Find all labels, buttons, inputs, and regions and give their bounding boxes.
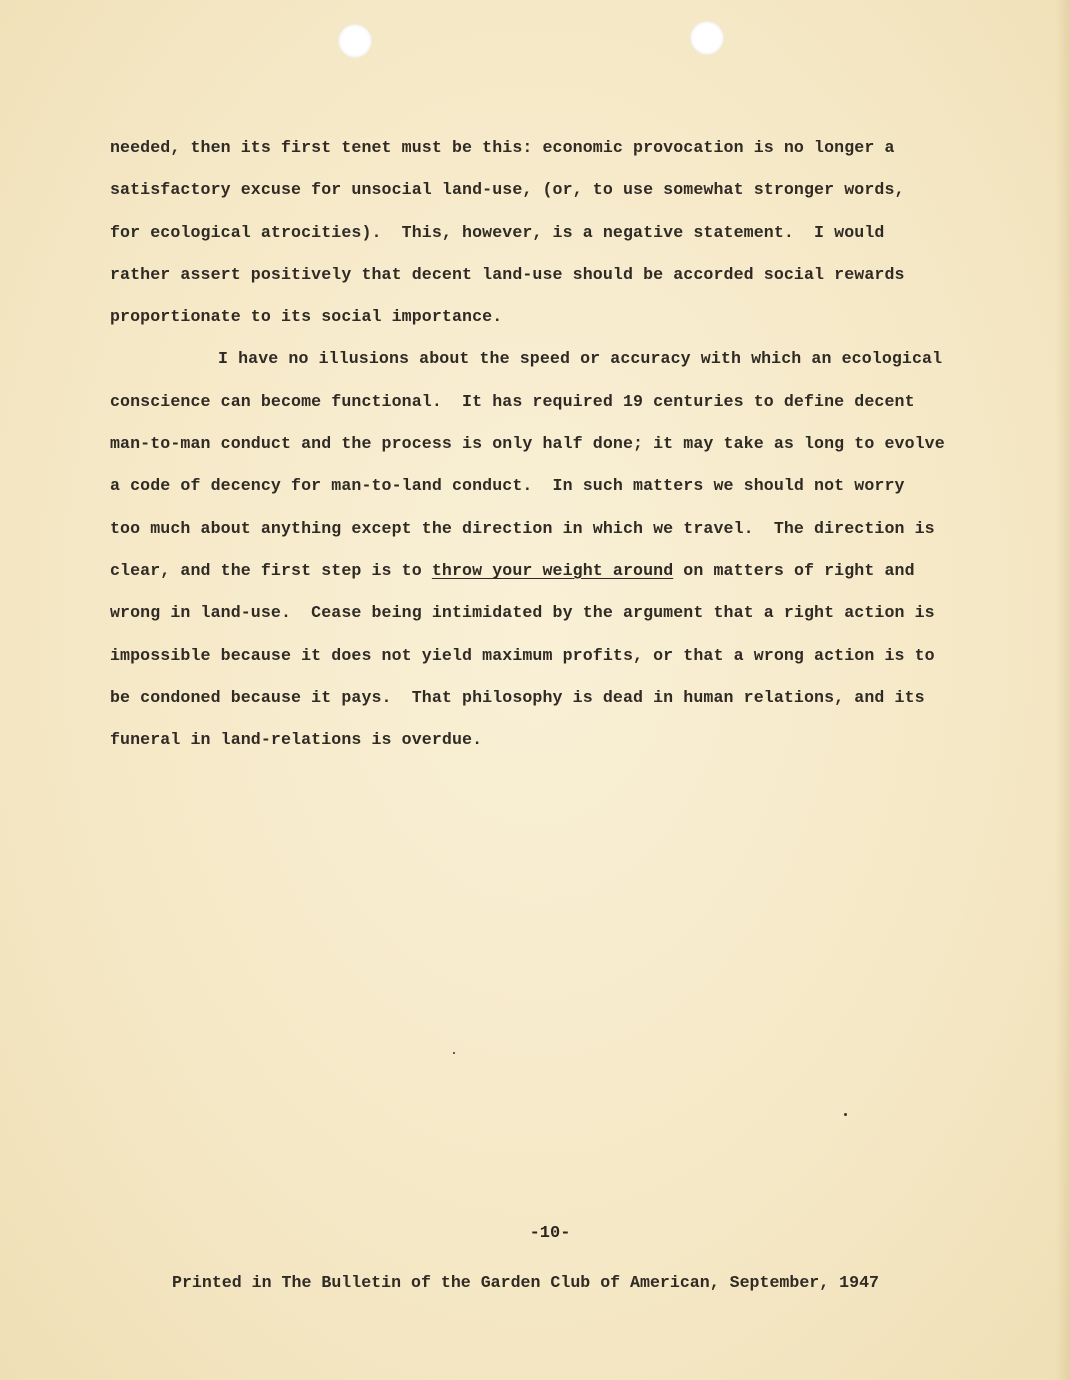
publication-note: Printed in The Bulletin of the Garden Club of American, September, 1947 bbox=[172, 1273, 880, 1292]
paragraph-2-line-8: impossible because it does not yield maximum profits, or that a wrong action is to bbox=[110, 645, 935, 665]
ink-speck bbox=[453, 1052, 455, 1054]
paragraph-2-line-6 bbox=[110, 550, 1010, 592]
paragraph-1-line-4: rather assert positively that decent land-use should be accorded social rewards bbox=[110, 264, 905, 284]
paragraph-1-line-3: for ecological atrocities). This, however, is a negative statement. I would bbox=[110, 222, 885, 242]
paragraph-1-line-5: proportionate to its social importance. bbox=[110, 307, 503, 327]
ink-speck bbox=[844, 1113, 847, 1116]
page-number: -10- bbox=[529, 1224, 571, 1243]
body-text bbox=[110, 127, 1010, 761]
underlined-phrase: throw your weight around bbox=[431, 560, 674, 580]
punch-hole-right bbox=[690, 21, 724, 55]
line-6-before: clear, and the first step is to bbox=[110, 560, 432, 580]
paragraph-1-line-1: needed, then its first tenet must be this: economic provocation is no longer a bbox=[110, 138, 895, 157]
punch-hole-left bbox=[338, 24, 372, 58]
paragraph-2-line-2: conscience can become functional. It has required 19 centuries to define decent bbox=[110, 391, 915, 411]
paragraph-2-line-7: wrong in land-use. Cease being intimidated by the argument that a right action is bbox=[110, 603, 935, 623]
paragraph-2-line-1: I have no illusions about the speed or accuracy with which an ecological bbox=[218, 349, 943, 369]
paragraph-2-line-9: be condoned because it pays. That philosophy is dead in human relations, and its bbox=[110, 687, 925, 707]
paragraph-2-line-3: man-to-man conduct and the process is only half done; it may take as long to evolve bbox=[110, 434, 945, 454]
page-edge-shadow bbox=[1056, 0, 1070, 1380]
paragraph-1-line-2: satisfactory excuse for unsocial land-use, (or, to use somewhat stronger words, bbox=[110, 180, 905, 200]
paragraph-2-line-4: a code of decency for man-to-land conduct. In such matters we should not worry bbox=[110, 476, 905, 496]
paragraph-2-line-10: funeral in land-relations is overdue. bbox=[110, 730, 483, 750]
paragraph-2-line-5: too much about anything except the direction in which we travel. The direction is bbox=[110, 518, 935, 538]
line-6-after: on matters of right and bbox=[673, 560, 915, 580]
